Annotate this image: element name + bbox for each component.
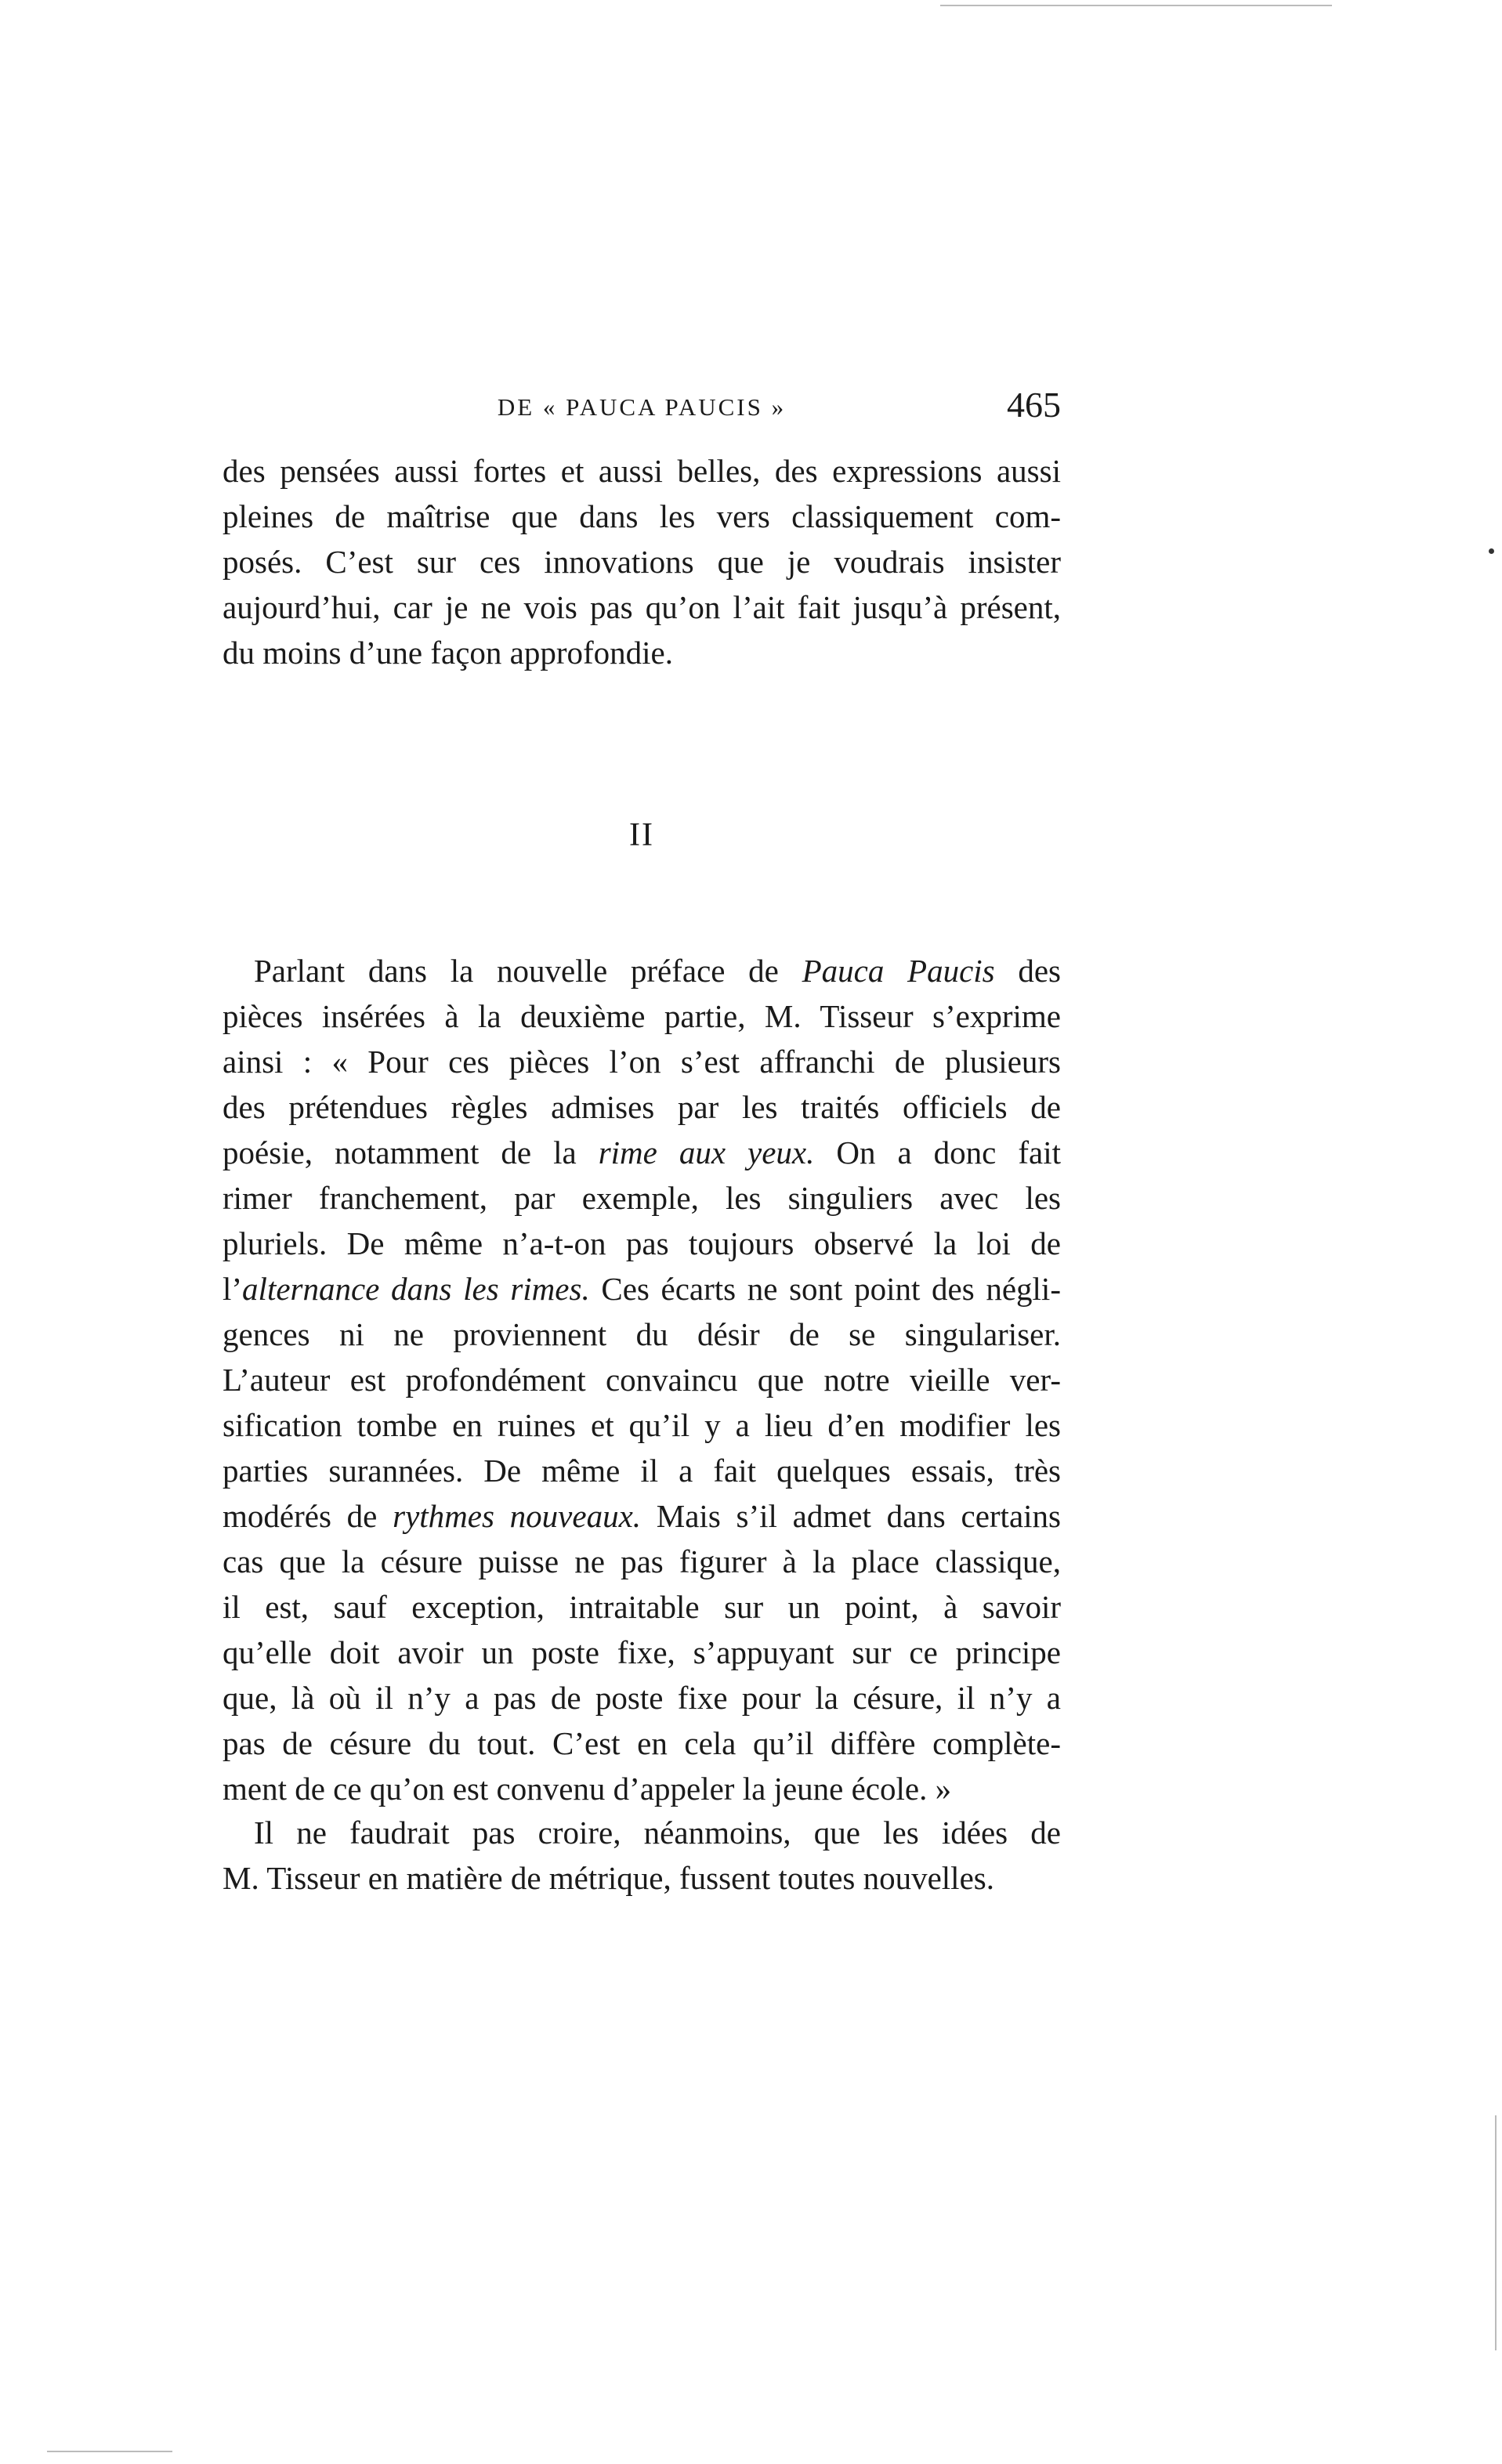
text-line: Il ne faudrait pas croire, néanmoins, que les idées de [254, 1815, 1061, 1851]
text-line: qu’elle doit avoir un poste fixe, s’appuyant sur ce principe [223, 1634, 1061, 1670]
italic-term: alternance dans les rimes. [242, 1271, 590, 1307]
text-line: du moins d’une façon approfondie. [223, 635, 673, 671]
paragraph-conclusion [223, 1810, 1061, 1901]
paragraph-preface-quote [223, 948, 1061, 1811]
text-run: Mais s’il admet dans certains [641, 1498, 1061, 1534]
text-line: des pensées aussi fortes et aussi belles, des expressions aussi [223, 453, 1061, 489]
text-line: cas que la césure puisse ne pas figurer à la place classique, [223, 1543, 1061, 1579]
paper-speck [1489, 548, 1494, 554]
text-line: ment de ce qu’on est convenu d’appeler la jeune école. » [223, 1771, 952, 1807]
text-line: M. Tisseur en matière de métrique, fussent toutes nouvelles. [223, 1860, 994, 1896]
text-run: poésie, notamment de la [223, 1134, 599, 1170]
text-line: sification tombe en ruines et qu’il y a lieu d’en modifier les [223, 1407, 1061, 1443]
section-number: II [629, 817, 654, 853]
text-run: modérés de [223, 1498, 393, 1534]
text-run: On a donc fait [814, 1134, 1061, 1170]
text-line [223, 1493, 1061, 1539]
text-line: pas de césure du tout. C’est en cela qu’il diffère complète- [223, 1725, 1061, 1761]
book-title: Pauca Paucis [802, 953, 995, 989]
text-line: rimer franchement, par exemple, les singuliers avec les [223, 1180, 1061, 1216]
text-line: aujourd’hui, car je ne vois pas qu’on l’ait fait jusqu’à présent, [223, 589, 1061, 625]
text-line: L’auteur est profondément convaincu que notre vieille ver- [223, 1362, 1061, 1398]
text-line: ainsi : « Pour ces pièces l’on s’est affranchi de plusieurs [223, 1044, 1061, 1080]
text-line [223, 1130, 1061, 1175]
text-line: pièces insérées à la deuxième partie, M. Tisseur s’exprime [223, 998, 1061, 1034]
paragraph-continued [223, 448, 1061, 675]
italic-term: rime aux yeux. [598, 1134, 815, 1170]
text-run: des [994, 953, 1061, 989]
text-line: gences ni ne proviennent du désir de se singulariser. [223, 1316, 1061, 1352]
text-line: que, là où il n’y a pas de poste fixe pour la césure, il n’y a [223, 1680, 1061, 1716]
text-line: parties surannées. De même il a fait quelques essais, très [223, 1453, 1061, 1489]
text-line: posés. C’est sur ces innovations que je voudrais insister [223, 544, 1061, 580]
italic-term: rythmes nouveaux. [393, 1498, 642, 1534]
text-run: l’ [223, 1271, 243, 1307]
text-run: Ces écarts ne sont point des négli- [589, 1271, 1061, 1307]
page-number: 465 [1007, 385, 1061, 425]
scan-edge-mark [47, 2451, 172, 2452]
text-line [223, 1266, 1061, 1312]
scan-edge-mark [1495, 2115, 1497, 2350]
text-line: il est, sauf exception, intraitable sur un point, à savoir [223, 1589, 1061, 1625]
text-line: pluriels. De même n’a-t-on pas toujours observé la loi de [223, 1225, 1061, 1261]
text-line: pleines de maîtrise que dans les vers classiquement com- [223, 498, 1061, 534]
running-title: DE « PAUCA PAUCIS » [497, 393, 787, 421]
text-run: Parlant dans la nouvelle préface de [254, 953, 802, 989]
scan-edge-mark [940, 5, 1332, 6]
text-line [223, 948, 1061, 993]
text-line: des prétendues règles admises par les traités officiels de [223, 1089, 1061, 1125]
running-head [223, 384, 1061, 431]
